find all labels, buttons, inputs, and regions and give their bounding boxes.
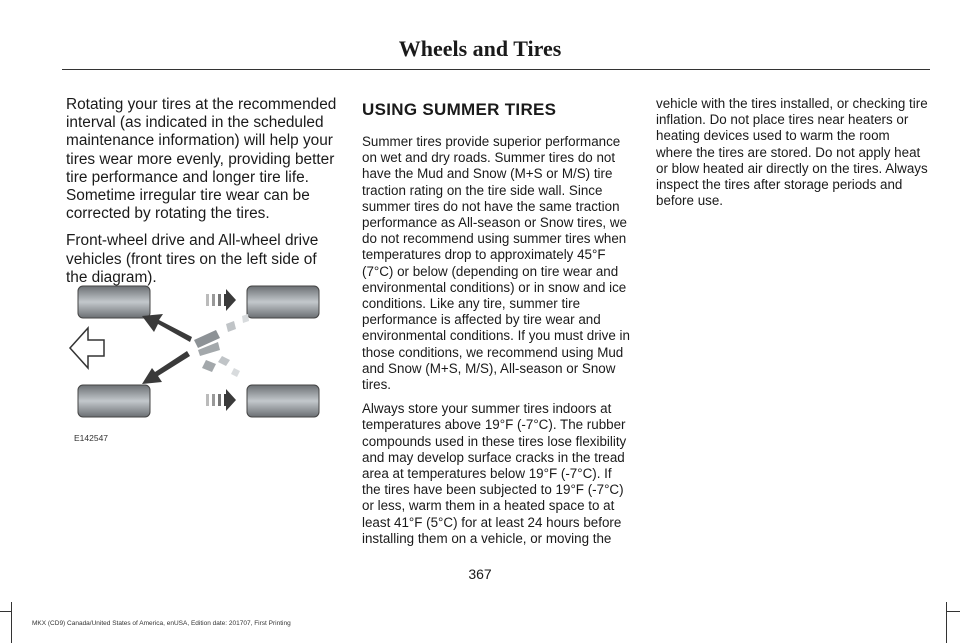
drive-paragraph: Front-wheel drive and All-wheel drive vehicles (front tires on the left side of the diagram). (66, 232, 319, 286)
column-right (656, 96, 928, 217)
cross-arrow-down-icon (142, 351, 190, 384)
top-straight-arrow-icon (206, 289, 236, 311)
crop-mark-bottom-right (946, 602, 947, 643)
header-divider (62, 69, 930, 70)
front-left-tire-icon (78, 286, 150, 318)
summer-tires-paragraph: Summer tires provide superior performance on wet and dry roads. Summer tires do not have the Mud and Snow (M+S or M/S) tire traction rating on the tire side wall. Since summer tires do not have the same traction performance as All-season or Snow tires, we do not recommend using summer tires when temperatures drop to approximately 45°F (7°C) or below (depending on tire wear and environmental conditions) or in snow and ice conditions. Like any tire, summer tire performance is affected by tire wear and environmental conditions. If you must drive in those conditions, we recommend using Mud and Snow (M+S, M/S), All-season or Snow tires. (362, 134, 630, 393)
crop-mark-bottom-right-horizontal (946, 611, 960, 612)
edition-footer: MKX (CD9) Canada/United States of America, enUSA, Edition date: 201707, First Printing (32, 620, 291, 627)
figure-code: E142547 (74, 433, 109, 443)
section-heading: USING SUMMER TIRES (362, 100, 557, 119)
tire-rotation-diagram (66, 280, 336, 450)
rear-left-tire-icon (247, 286, 319, 318)
crop-mark-bottom-left (11, 602, 12, 643)
storage-continued-paragraph: vehicle with the tires installed, or checking tire inflation. Do not place tires near heaters or heating devices used to warm the room where the tires are stored. Do not apply heat or blow heated air directly on the tires. Always inspect the tires after storage periods and before use. (656, 96, 928, 209)
column-middle (362, 96, 632, 555)
storage-paragraph: Always store your summer tires indoors at temperatures above 19°F (-7°C). The rubber compounds used in these tires lose flexibility and may develop surface cracks in the tread area at temperatures below 19°F (-7°C). If the tires have been subjected to 19°F (-7°C) or less, warm them in a heated space to at least 41°F (5°C) for at least 24 hours before installing them on a vehicle, or moving the (362, 401, 627, 546)
front-right-tire-icon (78, 385, 150, 417)
cross-arrow-up-icon (142, 314, 192, 342)
column-left (66, 96, 338, 296)
crop-mark-bottom-left-horizontal (0, 611, 12, 612)
rear-right-tire-icon (247, 385, 319, 417)
bottom-straight-arrow-icon (206, 389, 236, 411)
page-title: Wheels and Tires (398, 36, 562, 61)
forward-direction-arrow-icon (70, 328, 104, 368)
page-number: 367 (468, 566, 492, 582)
cross-arrow-trail-icon (194, 314, 249, 377)
rotation-paragraph: Rotating your tires at the recommended interval (as indicated in the scheduled maintenance information) will help your tires wear more evenly, providing better tire performance and longer tire life. Sometime irregular tire wear can be corrected by rotating the tires. (66, 96, 337, 223)
